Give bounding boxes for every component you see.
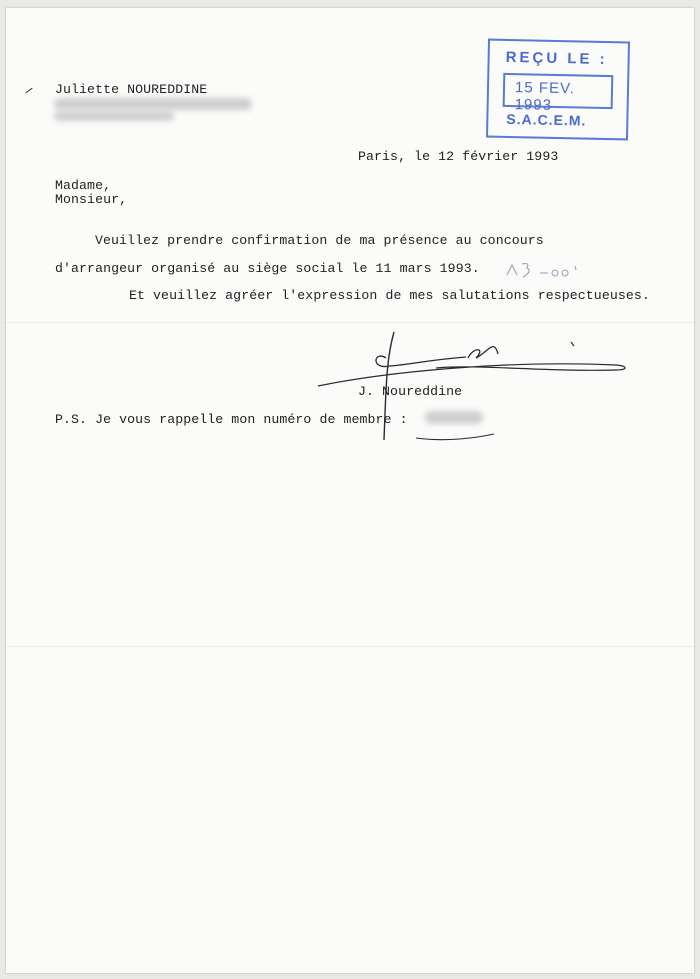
stamp-organization: S.A.C.E.M. [506, 110, 587, 129]
redacted-member-number [425, 411, 483, 424]
handwritten-note [505, 258, 595, 280]
redacted-address-line [54, 98, 252, 110]
stamp-received-label: REÇU LE : [505, 48, 608, 69]
salutation-madame: Madame, [55, 178, 112, 193]
place-date: Paris, le 12 février 1993 [358, 149, 559, 164]
closing-line: Et veuillez agréer l'expression de mes salutations respectueuses. [129, 288, 650, 303]
signature-name: J. Noureddine [358, 384, 463, 399]
body-line-2: d'arrangeur organisé au siège social le 11 mars 1993. [55, 261, 480, 276]
received-stamp [486, 39, 630, 141]
redacted-address-line [54, 111, 174, 121]
paper-fold [6, 322, 694, 324]
stamp-date-box [503, 73, 614, 114]
sender-name: Juliette NOUREDDINE [55, 82, 208, 97]
salutation-monsieur: Monsieur, [55, 192, 128, 207]
body-line-1: Veuillez prendre confirmation de ma présence au concours [95, 233, 544, 248]
stamp-date: 15 FEV. 1993 [514, 79, 576, 114]
letter-page [6, 8, 694, 973]
postscript: P.S. Je vous rappelle mon numéro de membre : [55, 412, 408, 427]
paper-fold [6, 646, 694, 648]
